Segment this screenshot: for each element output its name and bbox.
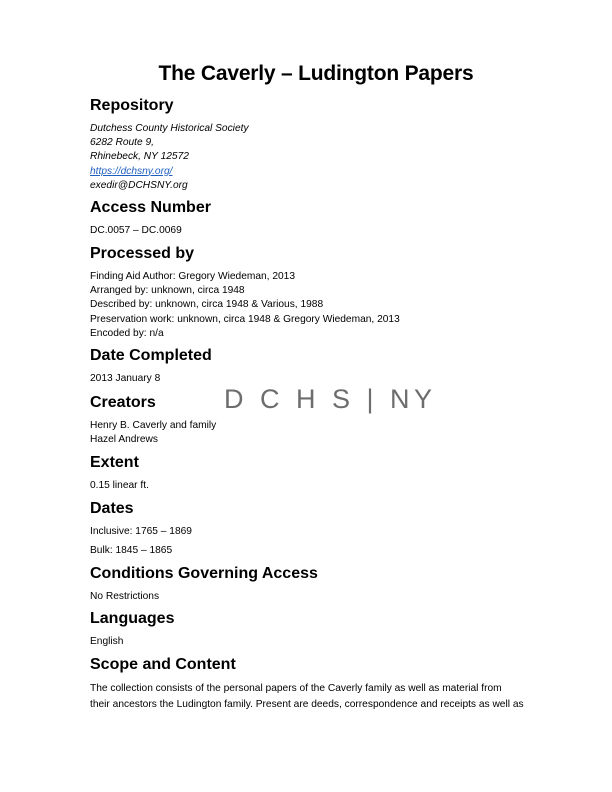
conditions-section bbox=[90, 564, 560, 604]
creators-heading: Creators bbox=[90, 394, 156, 411]
repository-address-line1: 6282 Route 9, bbox=[90, 137, 155, 149]
date-completed-section bbox=[90, 346, 560, 386]
repository-section bbox=[90, 96, 560, 193]
scope-line: The collection consists of the personal papers of the Caverly family as well as material from bbox=[90, 683, 502, 694]
dates-section bbox=[90, 499, 560, 558]
access-number-value: DC.0057 – DC.0069 bbox=[90, 225, 182, 236]
scope-paragraph bbox=[90, 681, 560, 712]
processed-by-line: Finding Aid Author: Gregory Wiedeman, 2013 bbox=[90, 271, 295, 282]
processed-by-line: Described by: unknown, circa 1948 & Various, 1988 bbox=[90, 299, 324, 311]
dchs-watermark: D C H S | NY bbox=[224, 384, 437, 414]
creator-name: Henry B. Caverly and family bbox=[90, 420, 217, 431]
repository-website-link[interactable]: https://dchsny.org/ bbox=[90, 165, 173, 177]
dates-bulk: Bulk: 1845 – 1865 bbox=[90, 545, 173, 557]
date-completed-value: 2013 January 8 bbox=[90, 373, 161, 384]
scope-heading: Scope and Content bbox=[90, 656, 236, 673]
repository-email: exedir@DCHSNY.org bbox=[90, 179, 188, 191]
languages-heading: Languages bbox=[90, 610, 175, 627]
processed-by-details bbox=[90, 270, 560, 341]
extent-value: 0.15 linear ft. bbox=[90, 480, 149, 491]
processed-by-section bbox=[90, 244, 560, 341]
repository-address-line2: Rhinebeck, NY 12572 bbox=[90, 151, 189, 163]
languages-section bbox=[90, 609, 560, 649]
repository-heading: Repository bbox=[90, 97, 174, 114]
creators-list bbox=[90, 419, 560, 447]
processed-by-line: Preservation work: unknown, circa 1948 & Gregory Wiedeman, 2013 bbox=[90, 313, 400, 325]
dates-inclusive: Inclusive: 1765 – 1869 bbox=[90, 526, 192, 537]
processed-by-heading: Processed by bbox=[90, 245, 195, 262]
date-completed-heading: Date Completed bbox=[90, 347, 212, 364]
dates-heading: Dates bbox=[90, 500, 134, 517]
repository-details bbox=[90, 122, 560, 193]
conditions-value: No Restrictions bbox=[90, 591, 160, 602]
creator-name: Hazel Andrews bbox=[90, 434, 158, 446]
conditions-heading: Conditions Governing Access bbox=[90, 565, 318, 582]
processed-by-line: Arranged by: unknown, circa 1948 bbox=[90, 285, 245, 297]
repository-org: Dutchess County Historical Society bbox=[90, 123, 249, 134]
scope-section bbox=[90, 655, 560, 712]
languages-value: English bbox=[90, 636, 124, 647]
extent-section bbox=[90, 453, 560, 493]
access-number-section bbox=[90, 198, 560, 238]
document-title: The Caverly – Ludington Papers bbox=[158, 62, 474, 85]
access-number-heading: Access Number bbox=[90, 199, 211, 216]
extent-heading: Extent bbox=[90, 454, 139, 471]
scope-line: their ancestors the Ludington family. Present are deeds, correspondence and receipts as well as bbox=[90, 698, 524, 710]
processed-by-line: Encoded by: n/a bbox=[90, 327, 164, 339]
